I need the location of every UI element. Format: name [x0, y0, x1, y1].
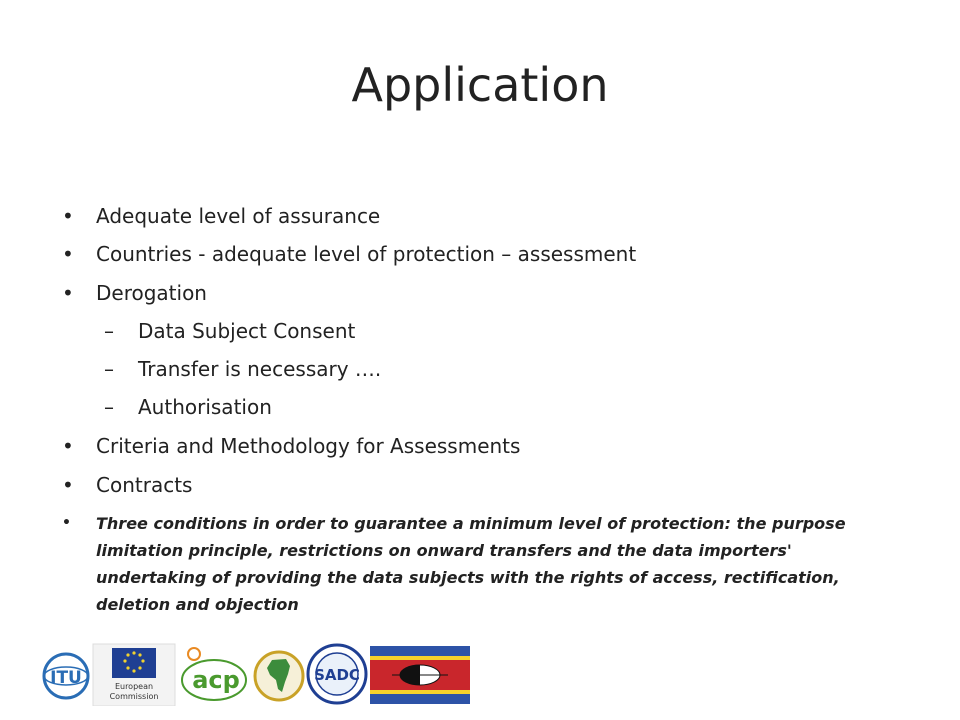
sadc-logo	[306, 642, 368, 706]
acp-logo	[178, 642, 250, 706]
dash-mark: –	[104, 319, 114, 343]
bullet-mark: •	[62, 473, 74, 497]
ec-label-1: European	[114, 682, 154, 691]
ec-label-2: Commission	[109, 692, 159, 701]
sub-bullet-text: Data Subject Consent	[138, 319, 356, 343]
dash-mark: –	[104, 357, 114, 381]
bullet-text: Adequate level of assurance	[96, 204, 381, 228]
acp-label: acp	[192, 666, 240, 694]
logo-strip	[40, 642, 480, 708]
bullet-text: Contracts	[96, 473, 193, 497]
dash-mark: –	[104, 395, 114, 419]
ec-logo	[92, 642, 176, 706]
sub-bullet-text: Transfer is necessary ….	[138, 357, 382, 381]
bullet-text: Derogation	[96, 281, 207, 305]
sub-bullet-text: Authorisation	[138, 395, 272, 419]
itu-logo	[40, 642, 92, 706]
sadc-label: SADC	[314, 666, 360, 684]
note-text: Three conditions in order to guarantee a minimum level of protection: the purpose limitation principle, restrictions on onward transfers and the data importers' undertaking of providing the data subjects with the rights of access, rectification, deletion and objection	[96, 514, 846, 614]
bullet-mark: •	[62, 281, 74, 305]
swaziland-flag	[370, 642, 470, 706]
bullet-mark: •	[62, 242, 74, 266]
bullet-mark: •	[62, 434, 74, 458]
bullet-text: Criteria and Methodology for Assessments	[96, 434, 521, 458]
bullet-text: Countries - adequate level of protection – assessment	[96, 242, 637, 266]
page-title: Application	[351, 58, 609, 112]
bullet-mark: •	[62, 204, 74, 228]
bullet-mark: •	[62, 515, 71, 531]
au-logo	[252, 642, 306, 706]
itu-label: ITU	[50, 668, 82, 688]
